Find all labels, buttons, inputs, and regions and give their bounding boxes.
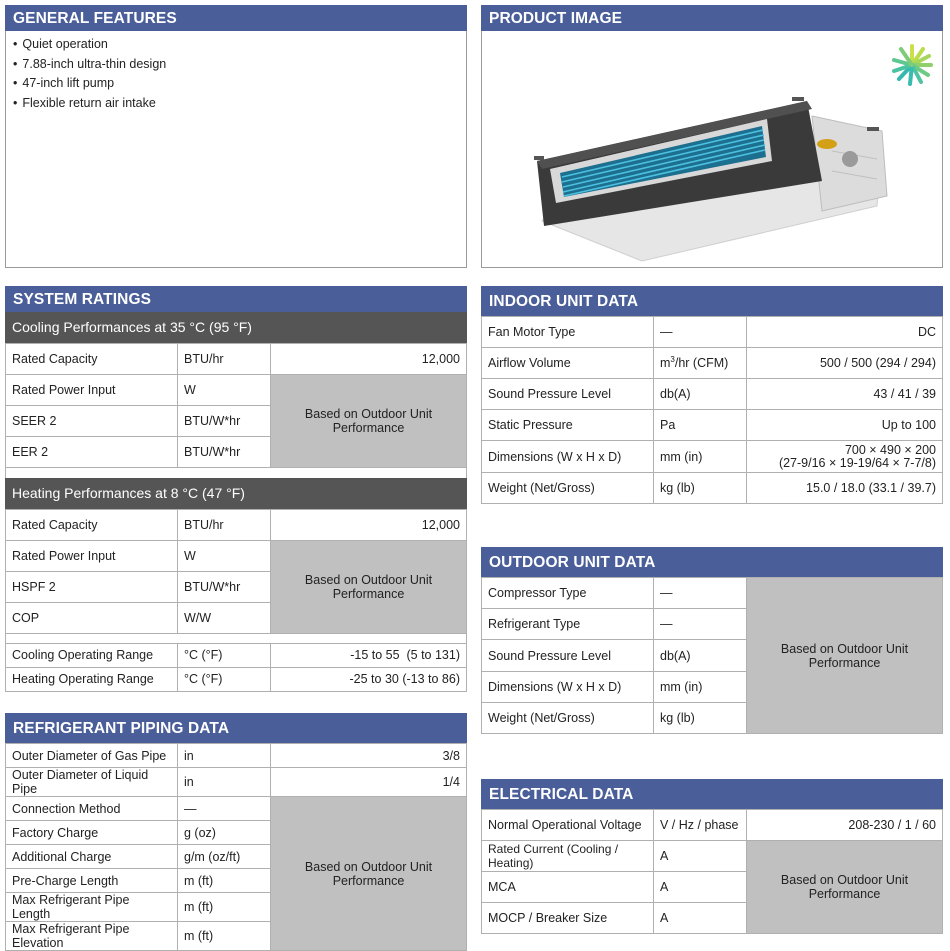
product-image-title: PRODUCT IMAGE (481, 5, 943, 31)
table-row (6, 667, 467, 691)
row-label: Heating Operating Range (6, 667, 178, 691)
electrical-title: ELECTRICAL DATA (481, 779, 943, 809)
feature-item: • 7.88-inch ultra-thin design (13, 55, 466, 75)
feature-item: • Quiet operation (13, 35, 466, 55)
indoor-unit-panel (481, 286, 943, 504)
row-unit: — (178, 797, 271, 821)
row-unit: g (oz) (178, 821, 271, 845)
table-row (482, 348, 943, 379)
row-unit: kg (lb) (654, 473, 747, 504)
row-label: COP (6, 602, 178, 633)
row-value: Up to 100 (747, 410, 943, 441)
row-unit: W (178, 375, 271, 406)
row-label: MOCP / Breaker Size (482, 903, 654, 934)
unit-rest: /hr (CFM) (674, 356, 729, 371)
row-value: 500 / 500 (294 / 294) (747, 348, 943, 379)
row-unit: °C (°F) (178, 667, 271, 691)
row-label: Rated Current (Cooling / Heating) (482, 841, 654, 872)
row-unit: W/W (178, 602, 271, 633)
spacer-row (6, 633, 467, 643)
row-label: Rated Capacity (6, 344, 178, 375)
row-value: 43 / 41 / 39 (747, 379, 943, 410)
product-image-body (481, 31, 943, 268)
electrical-table (481, 809, 943, 934)
table-row (6, 768, 467, 797)
electrical-panel (481, 779, 943, 934)
general-features-body (5, 31, 467, 268)
row-unit: in (178, 768, 271, 797)
row-value: -15 to 55 (5 to 131) (271, 643, 467, 667)
row-unit: — (654, 317, 747, 348)
row-unit: BTU/W*hr (178, 571, 271, 602)
row-unit: db(A) (654, 640, 747, 672)
row-label: Weight (Net/Gross) (482, 473, 654, 504)
row-label: Outer Diameter of Gas Pipe (6, 744, 178, 768)
row-label: Outer Diameter of Liquid Pipe (6, 768, 178, 797)
indoor-unit-title: INDOOR UNIT DATA (481, 286, 943, 316)
outdoor-unit-title: OUTDOOR UNIT DATA (481, 547, 943, 577)
row-unit: mm (in) (654, 672, 747, 703)
merged-value-cell: Based on Outdoor Unit Performance (747, 578, 943, 734)
row-value: -25 to 30 (-13 to 86) (271, 667, 467, 691)
row-label: Refrigerant Type (482, 609, 654, 640)
table-row (6, 797, 467, 821)
table-row (6, 509, 467, 540)
table-row (482, 578, 943, 609)
row-value: DC (747, 317, 943, 348)
table-row (6, 344, 467, 375)
dimensions-imperial: (27-9/16 × 19-19/64 × 7-7/8) (778, 455, 936, 470)
refrigerant-piping-panel (5, 713, 467, 951)
table-row (6, 643, 467, 667)
row-unit: in (178, 744, 271, 768)
row-value: 3/8 (271, 744, 467, 768)
row-unit: db(A) (654, 379, 747, 410)
row-value: 12,000 (271, 344, 467, 375)
row-unit (654, 348, 747, 379)
row-unit: °C (°F) (178, 643, 271, 667)
row-label: HSPF 2 (6, 571, 178, 602)
row-label: Max Refrigerant Pipe Elevation (6, 922, 178, 951)
merged-value-cell: Based on Outdoor Unit Performance (747, 841, 943, 934)
table-row (6, 744, 467, 768)
row-unit: m (ft) (178, 869, 271, 893)
general-features-title: GENERAL FEATURES (5, 5, 467, 31)
row-label: Pre-Charge Length (6, 869, 178, 893)
row-unit: g/m (oz/ft) (178, 845, 271, 869)
row-unit: BTU/hr (178, 344, 271, 375)
row-value: 15.0 / 18.0 (33.1 / 39.7) (747, 473, 943, 504)
row-unit: A (654, 872, 747, 903)
cooling-performance-heading: Cooling Performances at 35 °C (95 °F) (5, 312, 467, 343)
row-unit: BTU/hr (178, 509, 271, 540)
table-row (482, 317, 943, 348)
table-row (482, 841, 943, 872)
dimensions-metric: 700 × 490 × 200 (844, 442, 936, 457)
row-label: Rated Power Input (6, 375, 178, 406)
row-label: Factory Charge (6, 821, 178, 845)
general-features-panel (5, 5, 467, 268)
row-unit: — (654, 609, 747, 640)
system-ratings-panel (5, 286, 467, 692)
row-label: Normal Operational Voltage (482, 810, 654, 841)
row-unit: m (ft) (178, 922, 271, 951)
row-value: 208-230 / 1 / 60 (747, 810, 943, 841)
row-label: Weight (Net/Gross) (482, 703, 654, 734)
row-unit: BTU/W*hr (178, 406, 271, 437)
row-label: Dimensions (W x H x D) (482, 672, 654, 703)
product-image-panel (481, 5, 943, 268)
row-unit: Pa (654, 410, 747, 441)
row-label: Dimensions (W x H x D) (482, 441, 654, 473)
row-value: 12,000 (271, 509, 467, 540)
row-label: Sound Pressure Level (482, 640, 654, 672)
row-unit: V / Hz / phase (654, 810, 747, 841)
row-value (747, 441, 943, 473)
merged-value-cell: Based on Outdoor Unit Performance (271, 375, 467, 468)
row-label: Cooling Operating Range (6, 643, 178, 667)
feature-item: • 47-inch lift pump (13, 74, 466, 94)
product-image (482, 31, 942, 268)
spacer-row (6, 468, 467, 478)
table-row (6, 540, 467, 571)
refrigerant-piping-title: REFRIGERANT PIPING DATA (5, 713, 467, 743)
heating-performance-heading: Heating Performances at 8 °C (47 °F) (5, 478, 467, 509)
system-ratings-title: SYSTEM RATINGS (5, 286, 467, 312)
indoor-unit-table (481, 316, 943, 504)
row-unit: kg (lb) (654, 703, 747, 734)
row-unit: mm (in) (654, 441, 747, 473)
row-label: Connection Method (6, 797, 178, 821)
row-label: SEER 2 (6, 406, 178, 437)
row-label: Rated Capacity (6, 509, 178, 540)
heating-performance-table (5, 509, 467, 692)
row-label: Max Refrigerant Pipe Length (6, 893, 178, 922)
features-list (6, 31, 466, 113)
row-label: Static Pressure (482, 410, 654, 441)
merged-value-cell: Based on Outdoor Unit Performance (271, 540, 467, 633)
row-label: Rated Power Input (6, 540, 178, 571)
row-unit: m (ft) (178, 893, 271, 922)
merged-value-cell: Based on Outdoor Unit Performance (271, 797, 467, 951)
row-label: Airflow Volume (482, 348, 654, 379)
table-row (482, 810, 943, 841)
outdoor-unit-table (481, 577, 943, 734)
cooling-performance-table (5, 343, 467, 478)
table-row (482, 473, 943, 504)
row-value: 1/4 (271, 768, 467, 797)
refrigerant-piping-table (5, 743, 467, 951)
unit-base: m (660, 356, 671, 371)
outdoor-unit-panel (481, 547, 943, 734)
unit-superscript: 3 (670, 355, 675, 365)
row-label: Additional Charge (6, 845, 178, 869)
table-row (482, 410, 943, 441)
snowflake-sun-logo-icon (890, 43, 934, 87)
row-unit: W (178, 540, 271, 571)
row-label: MCA (482, 872, 654, 903)
row-label: Fan Motor Type (482, 317, 654, 348)
row-unit: — (654, 578, 747, 609)
table-row (482, 441, 943, 473)
row-label: EER 2 (6, 437, 178, 468)
row-unit: BTU/W*hr (178, 437, 271, 468)
row-unit: A (654, 841, 747, 872)
feature-item: • Flexible return air intake (13, 94, 466, 114)
row-label: Compressor Type (482, 578, 654, 609)
row-unit: A (654, 903, 747, 934)
row-label: Sound Pressure Level (482, 379, 654, 410)
table-row (6, 375, 467, 406)
table-row (482, 379, 943, 410)
